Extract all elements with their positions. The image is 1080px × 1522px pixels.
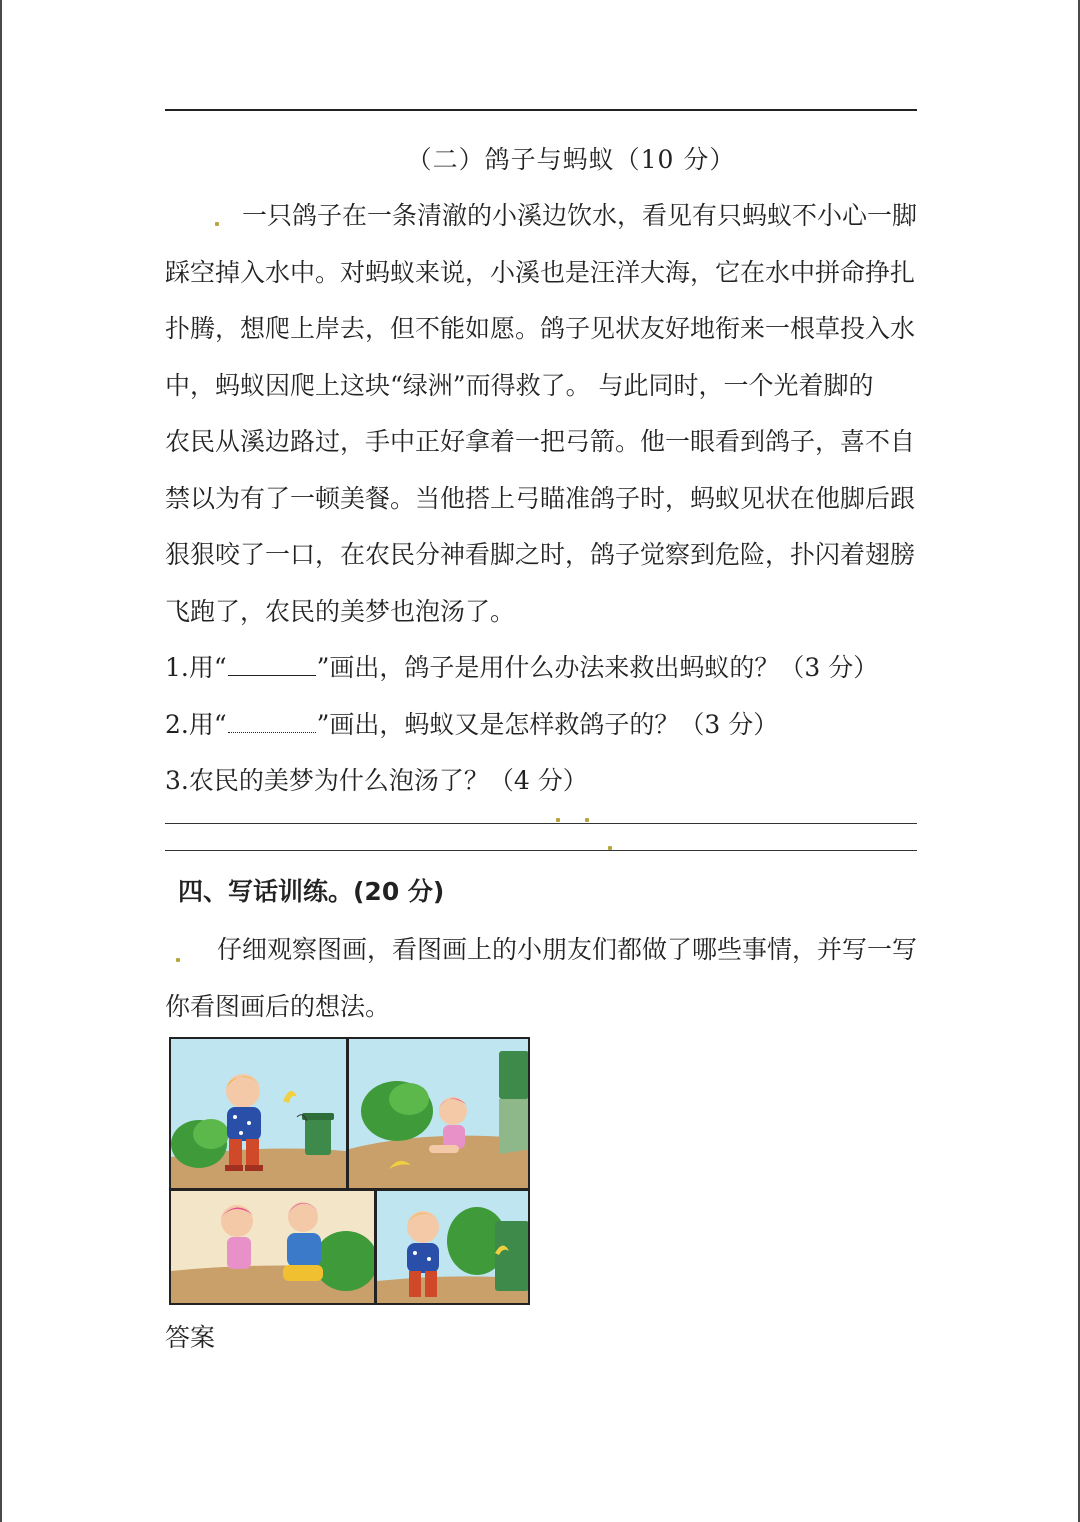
comic-strip-image [169,1037,530,1305]
prompt-line: 仔细观察图画，看图画上的小朋友们都做了哪些事情，并写一写 [217,935,918,964]
passage-line: 狠狠咬了一口，在农民分神看脚之时，鸽子觉察到危险，扑闪着翅膀 [165,540,916,569]
comic-panel-2 [349,1039,530,1188]
page-edge-left [0,0,2,1522]
passage-line: 飞跑了，农民的美梦也泡汤了。 [165,596,516,626]
straight-underline-sample [228,655,316,676]
passage-line: 禁以为有了一顿美餐。当他搭上弓瞄准鸽子时，蚂蚁见状在他脚后跟 [165,483,916,513]
passage-line: 农民从溪边路过，手中正好拿着一把弓箭。他一眼看到鸽子，喜不自 [165,427,916,456]
question-suffix: ”画出，蚂蚁又是怎样救鸽子的？（3 分） [316,710,779,739]
wavy-underline-sample [228,712,316,733]
question-prefix: 1.用“ [165,653,227,682]
question-prefix: 2.用“ [165,710,227,739]
comic-panel-3 [171,1191,374,1305]
reading-passage [165,188,917,640]
writing-prompt [165,922,917,1035]
top-rule [165,109,917,111]
section-heading: 四、写话训练。(20 分) [178,877,445,906]
answer-line[interactable] [165,850,917,851]
comic-panel-1 [171,1039,346,1188]
girl-comforted-illustration [171,1191,374,1305]
question-suffix: ”画出，鸽子是用什么办法来救出蚂蚁的？（3 分） [316,653,879,682]
boy-eating-banana-illustration [171,1039,346,1188]
comic-panel-4 [377,1191,530,1305]
speck [608,846,612,850]
question-1 [165,640,917,696]
speck [585,818,589,822]
answer-line[interactable] [165,823,917,824]
passage-line: 中，蚂蚁因爬上这块“绿洲”而得救了。 与此同时，一个光着脚的 [165,370,874,400]
passage-line: 踩空掉入水中。对蚂蚁来说，小溪也是汪洋大海，它在水中拼命挣扎 [165,257,916,287]
girl-slipped-illustration [349,1039,530,1188]
reading-title: （二）鸽子与蚂蚁（10 分） [406,145,736,174]
boy-using-bin-illustration [377,1191,530,1305]
answer-label: 答案 [165,1323,216,1352]
passage-line: 一只鸽子在一条清澈的小溪边饮水，看见有只蚂蚁不小心一脚 [242,201,918,230]
passage-line: 扑腾，想爬上岸去，但不能如愿。鸽子见状友好地衔来一根草投入水 [165,314,916,343]
prompt-line: 你看图画后的想法。 [165,991,391,1021]
question-2 [165,697,917,753]
question-3: 3.农民的美梦为什么泡汤了？（4 分） [165,766,588,795]
speck [556,818,560,822]
